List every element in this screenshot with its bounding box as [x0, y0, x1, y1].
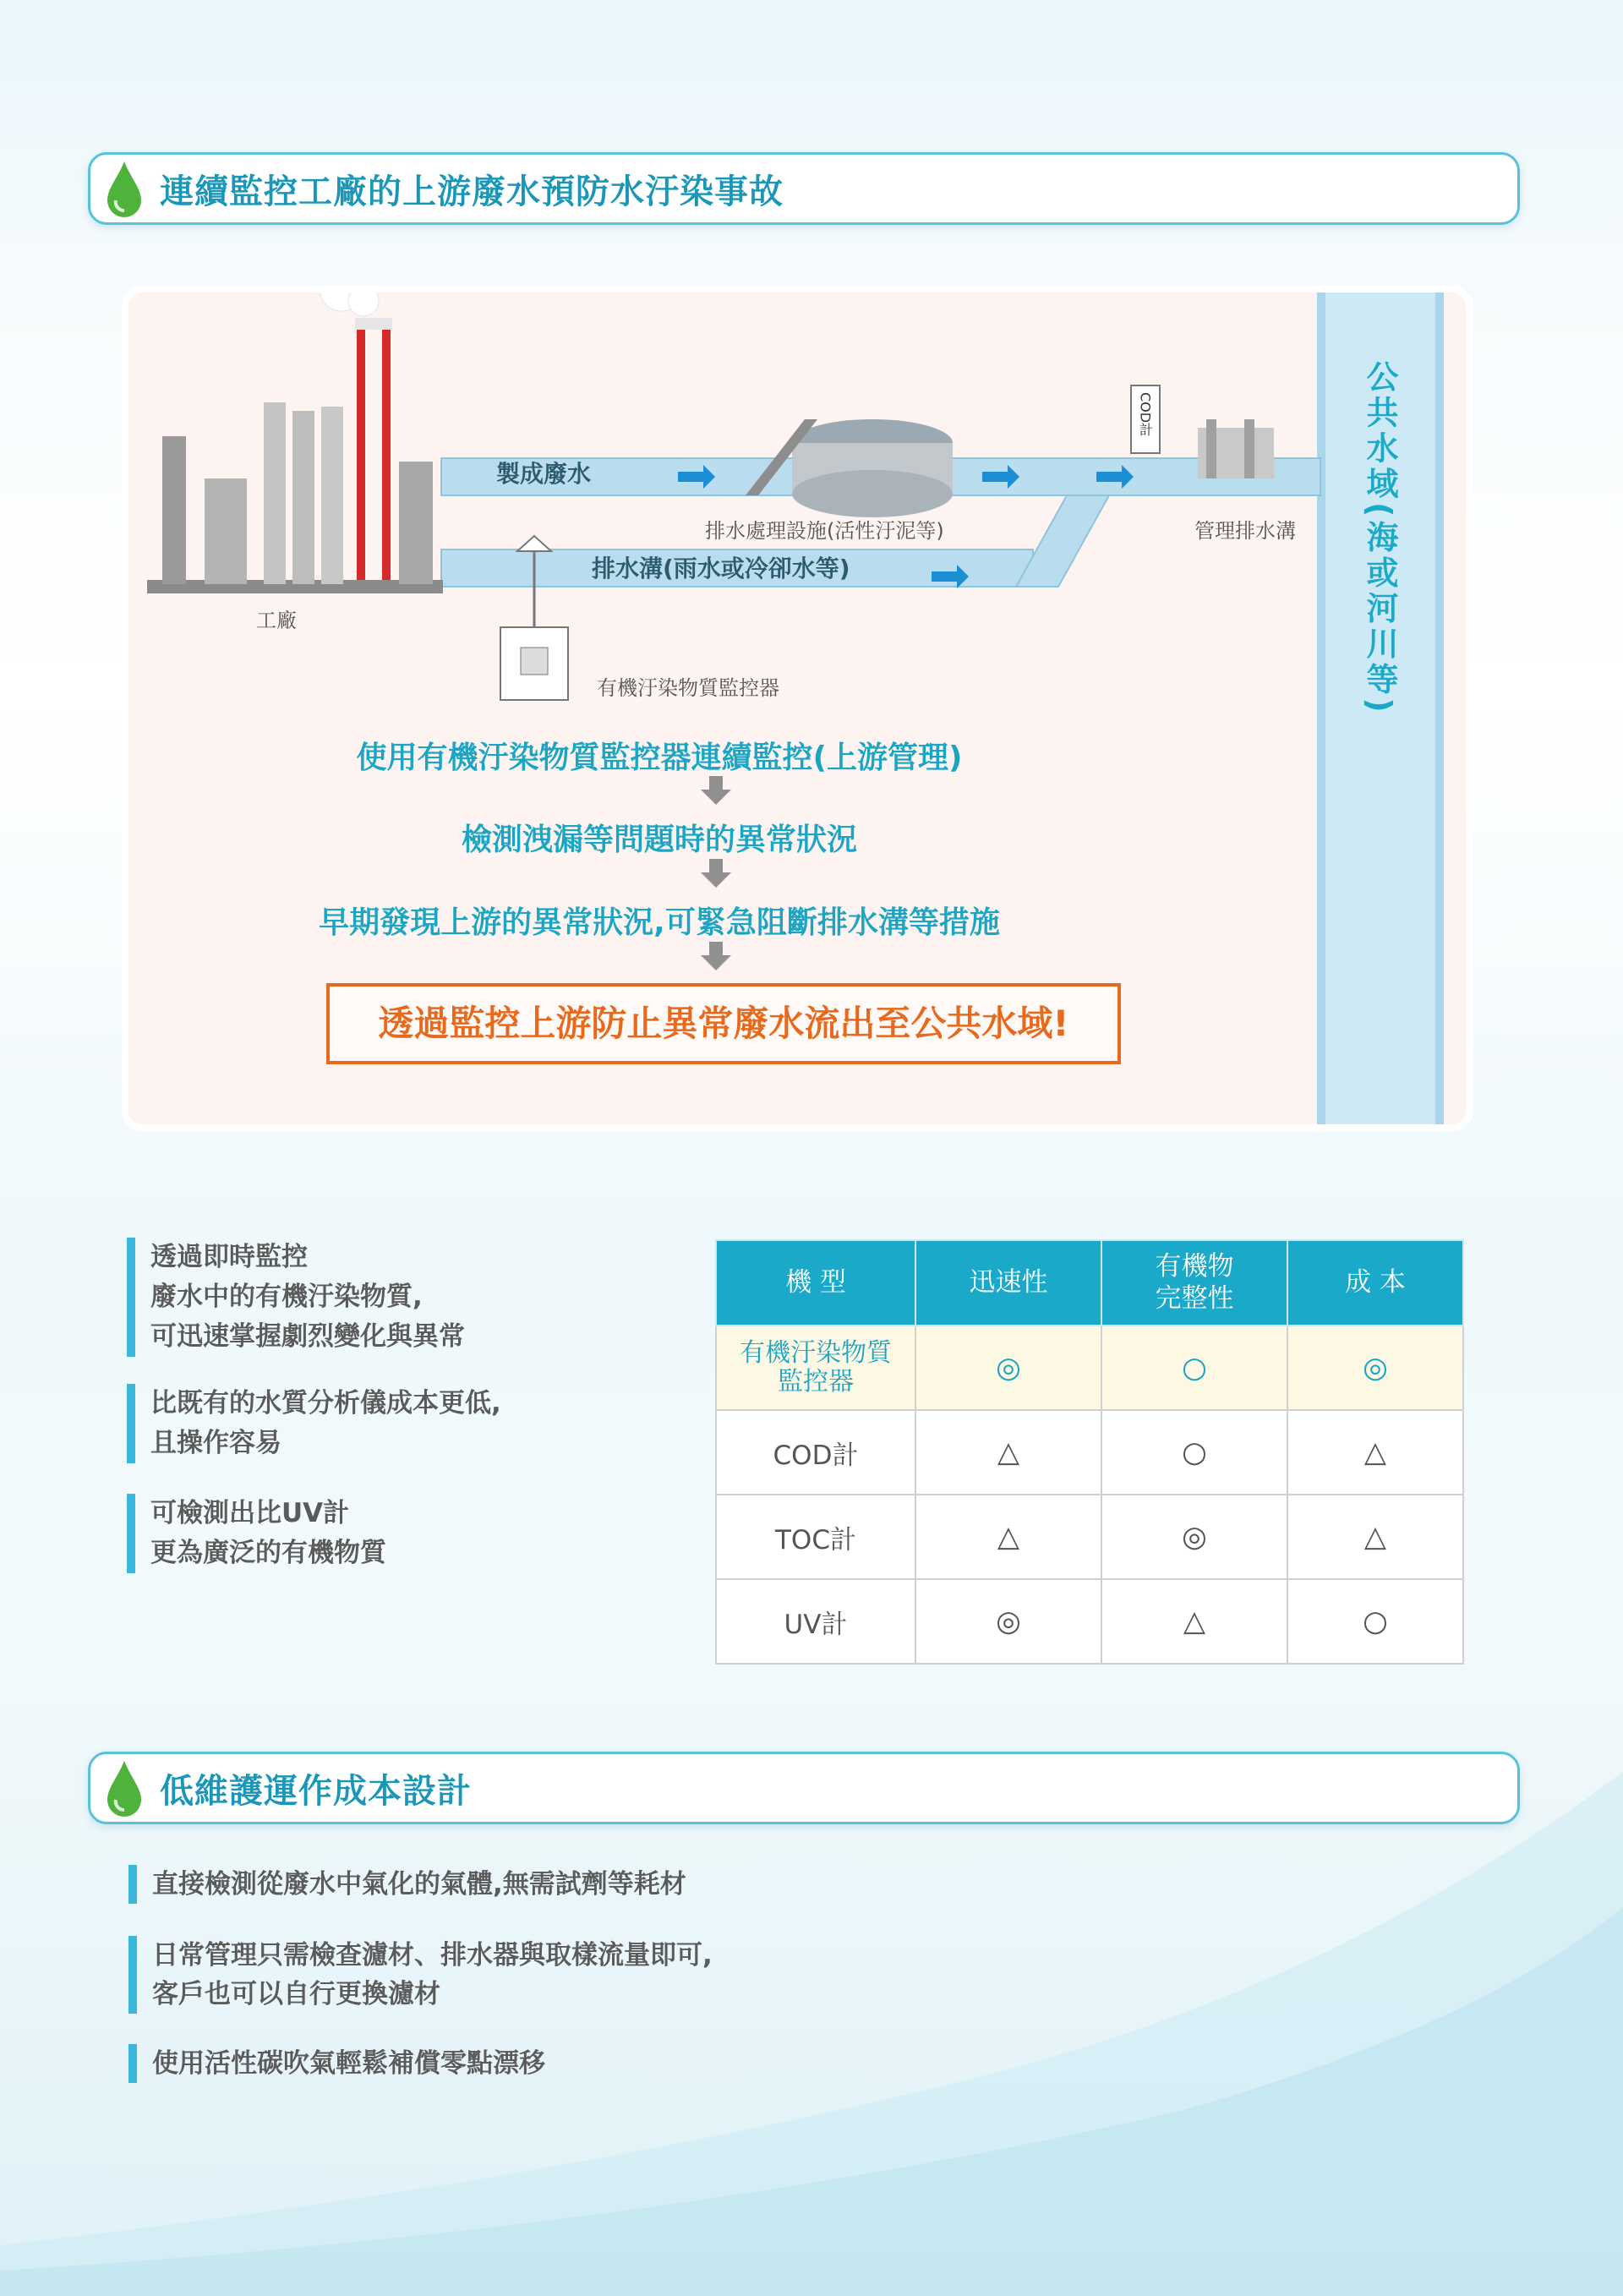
maintenance-bullet-2 — [128, 1936, 713, 2014]
feature-bullet-2 — [127, 1384, 501, 1463]
table-cell: ○ — [1287, 1579, 1463, 1664]
factory-illustration — [147, 292, 443, 593]
water-drop-icon — [101, 1758, 148, 1820]
header-cost: 成 本 — [1287, 1240, 1463, 1326]
table-cell: △ — [915, 1410, 1101, 1495]
table-cell: TOC計 — [716, 1495, 915, 1579]
flow-step-1: 使用有機汙染物質監控器連續監控(上游管理) — [356, 741, 963, 775]
maintenance-line: 直接檢測從廢水中氣化的氣體,無需試劑等耗材 — [152, 1869, 686, 1900]
conclusion-box: 透過監控上游防止異常廢水流出至公共水域! — [326, 983, 1121, 1064]
table-cell: △ — [1287, 1495, 1463, 1579]
feature-line: 可迅速掌握劇烈變化與異常 — [150, 1321, 465, 1352]
maintenance-line: 客戶也可以自行更換濾材 — [152, 1979, 440, 2009]
table-row — [716, 1495, 1463, 1579]
header-speed: 迅速性 — [915, 1240, 1101, 1326]
table-cell: ◎ — [1287, 1326, 1463, 1410]
section-title: 連續監控工廠的上游廢水預防水汙染事故 — [160, 172, 784, 211]
table-cell: ◎ — [915, 1326, 1101, 1410]
table-row — [716, 1579, 1463, 1664]
table-cell: ○ — [1101, 1326, 1287, 1410]
maintenance-bullet-1 — [128, 1865, 686, 1904]
header-completeness: 有機物 完整性 — [1101, 1240, 1287, 1326]
treatment-label: 排水處理設施(活性汙泥等) — [705, 519, 944, 543]
drain-label: 排水溝(雨水或冷卻水等) — [592, 555, 850, 582]
factory-label: 工廠 — [256, 609, 297, 632]
feature-bullet-1 — [127, 1238, 465, 1357]
maintenance-line: 使用活性碳吹氣輕鬆補償零點漂移 — [152, 2048, 545, 2079]
table-row — [716, 1326, 1463, 1410]
feature-line: 更為廣泛的有機物質 — [150, 1538, 386, 1568]
table-cell: COD計 — [716, 1410, 915, 1495]
down-arrow-icon — [701, 859, 731, 888]
header-model: 機 型 — [716, 1240, 915, 1326]
table-cell: 有機汙染物質 監控器 — [716, 1326, 915, 1410]
managed-drain-illustration — [1198, 419, 1274, 478]
monitor-label: 有機汙染物質監控器 — [597, 676, 779, 700]
table-row — [716, 1410, 1463, 1495]
table-cell: △ — [1101, 1579, 1287, 1664]
maintenance-bullet-3 — [128, 2044, 545, 2083]
feature-line: 透過即時監控 — [150, 1242, 308, 1272]
feature-line: 且操作容易 — [150, 1428, 281, 1458]
section-header-maintenance — [88, 1752, 1520, 1824]
table-cell: ◎ — [915, 1579, 1101, 1664]
table-header-row — [716, 1240, 1463, 1326]
table-cell: ○ — [1101, 1410, 1287, 1495]
feature-line: 比既有的水質分析儀成本更低, — [150, 1388, 501, 1419]
table-cell: △ — [1287, 1410, 1463, 1495]
process-wastewater-label: 製成廢水 — [496, 460, 592, 488]
treatment-tank-illustration — [746, 419, 953, 517]
table-cell: △ — [915, 1495, 1101, 1579]
public-water-label: 公共水域(海或河川等) — [1361, 360, 1398, 716]
maintenance-line: 日常管理只需檢查濾材、排水器與取樣流量即可, — [152, 1940, 713, 1971]
feature-line: 廢水中的有機汙染物質, — [150, 1282, 423, 1312]
managed-drain-label: 管理排水溝 — [1194, 519, 1296, 543]
down-arrow-icon — [701, 776, 731, 805]
down-arrow-icon — [701, 942, 731, 970]
water-drop-icon — [101, 158, 148, 221]
feature-line: 可檢測出比UV計 — [150, 1498, 350, 1528]
flow-step-3: 早期發現上游的異常狀況,可緊急阻斷排水溝等措施 — [319, 905, 1000, 940]
drain-connector-pipe — [1016, 495, 1109, 587]
table-cell: ◎ — [1101, 1495, 1287, 1579]
section-title: 低維護運作成本設計 — [160, 1772, 472, 1811]
cod-label: COD計 — [1137, 392, 1154, 437]
feature-bullet-3 — [127, 1494, 386, 1573]
table-cell: UV計 — [716, 1579, 915, 1664]
section-header-monitoring — [88, 152, 1520, 225]
flow-step-2: 檢測洩漏等問題時的異常狀況 — [461, 823, 857, 857]
comparison-table — [715, 1239, 1464, 1665]
